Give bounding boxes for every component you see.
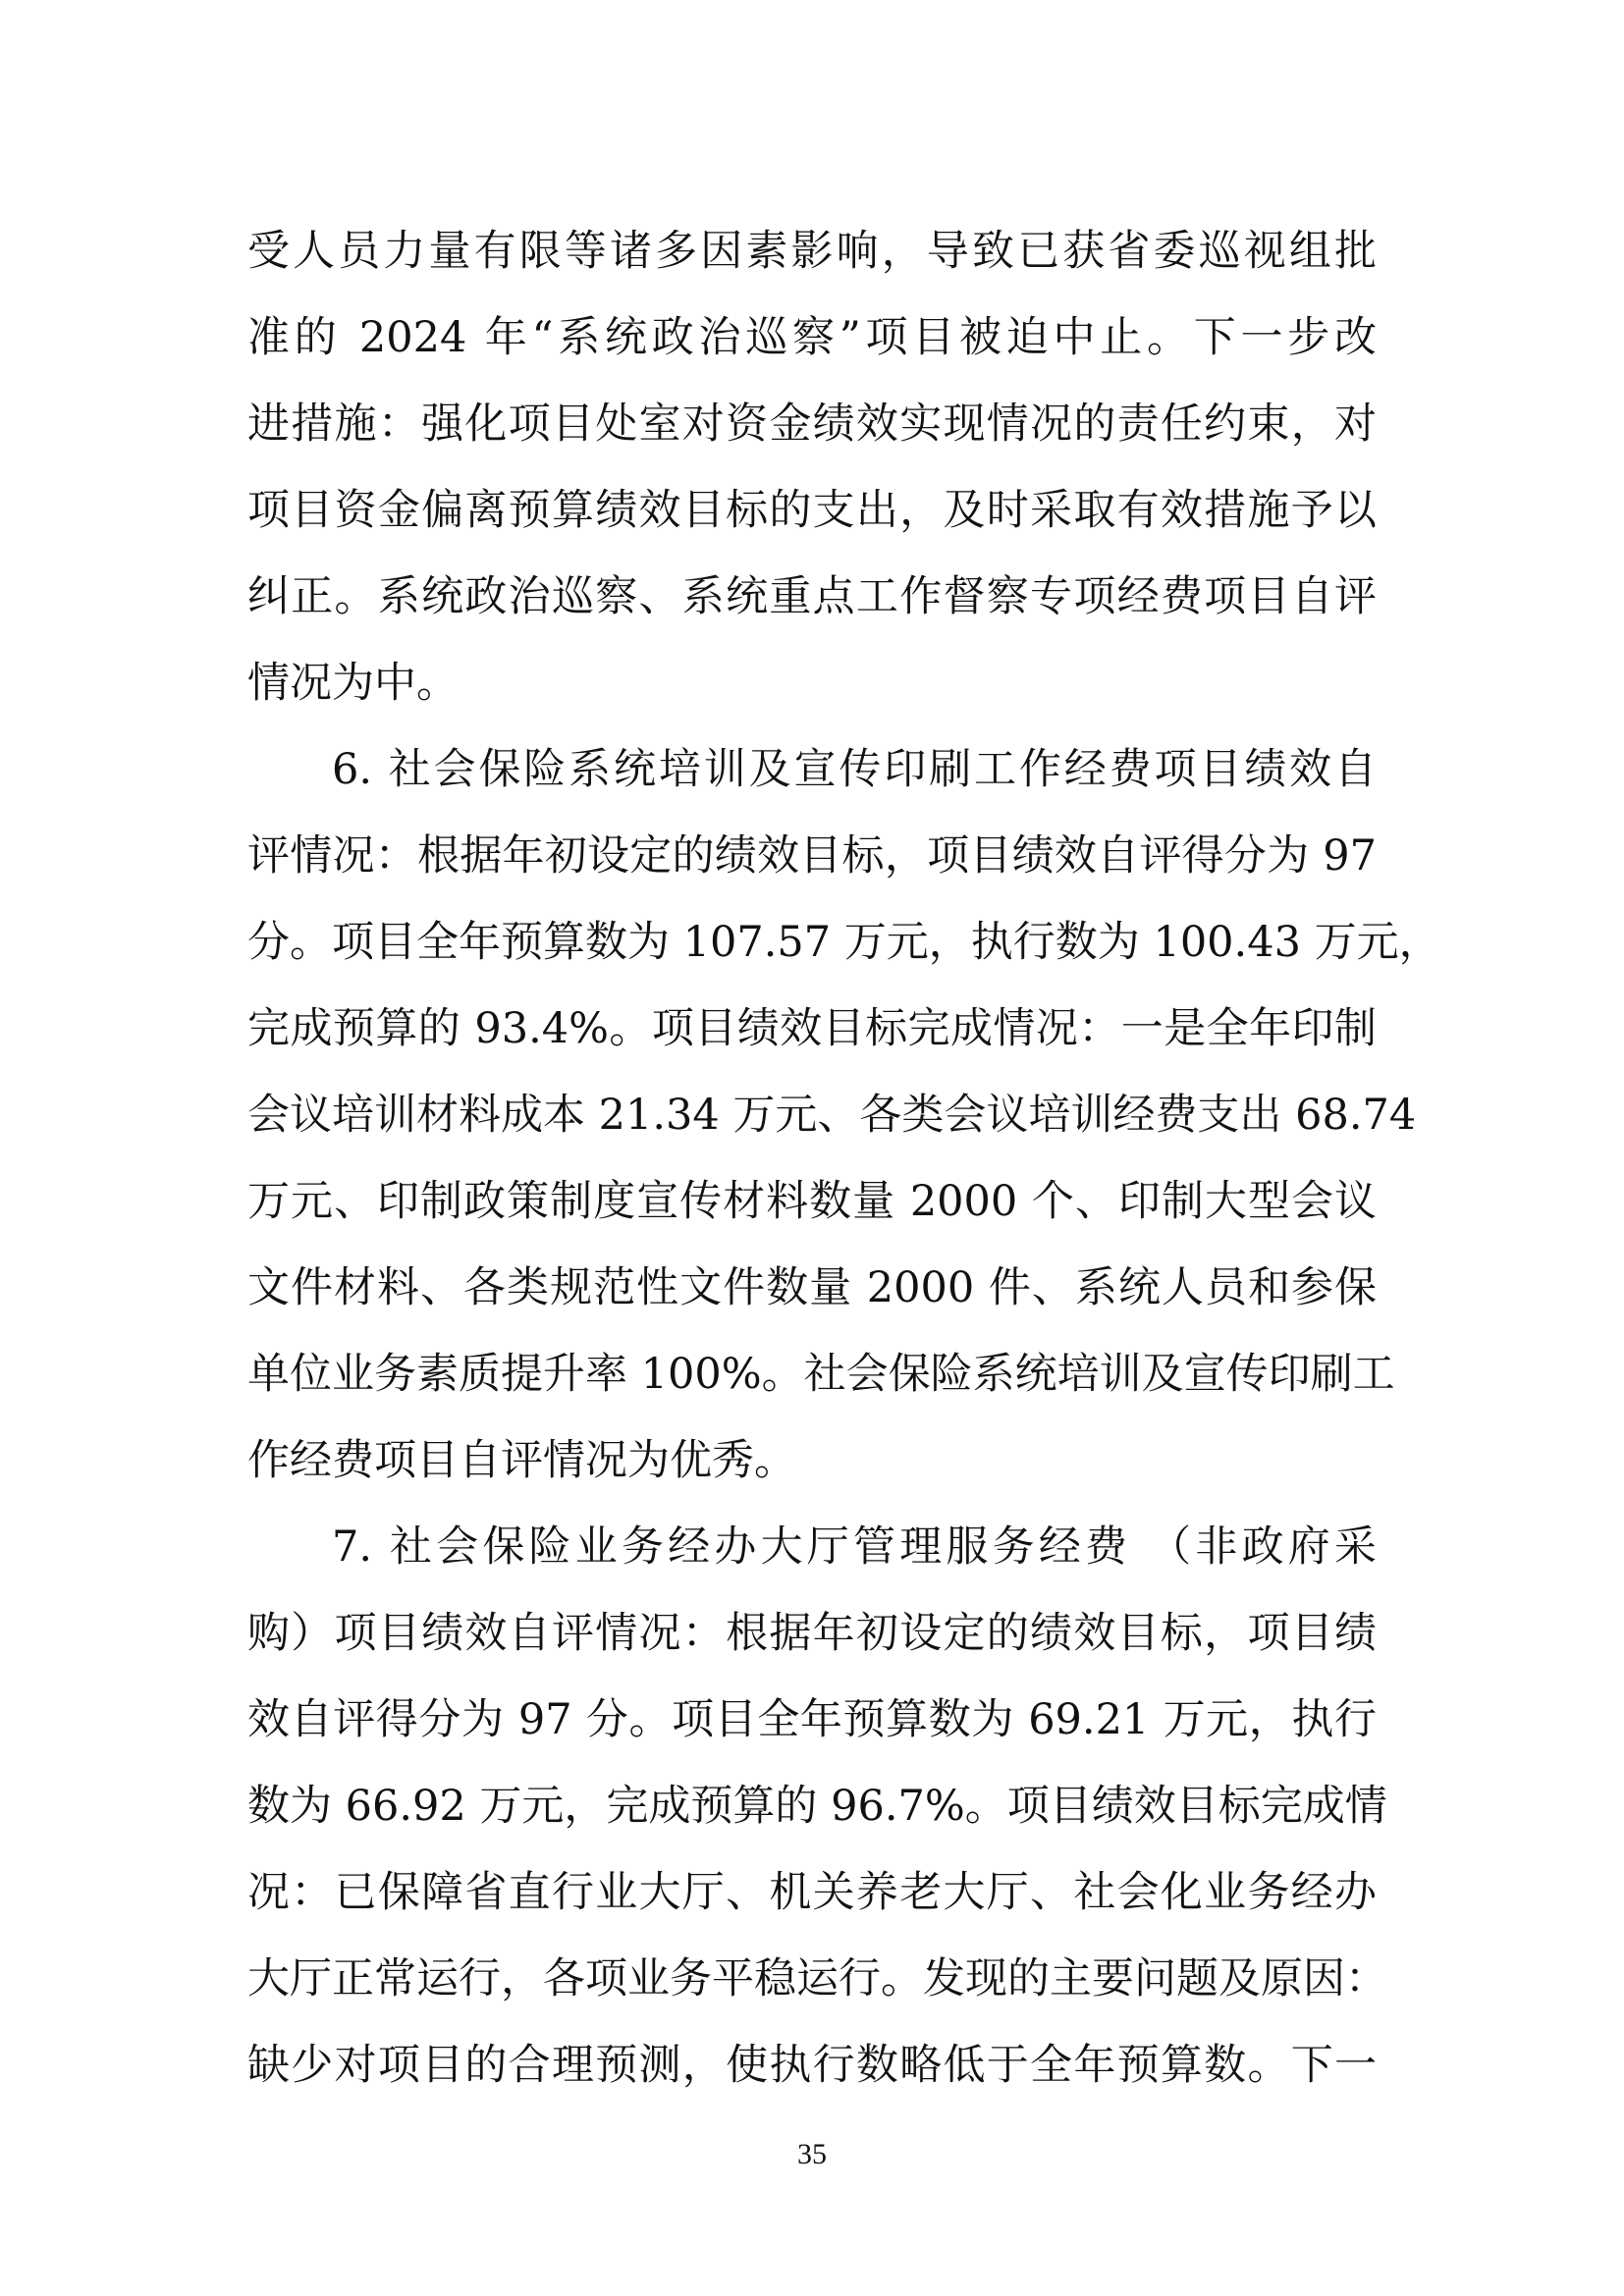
text-line: 评情况：根据年初设定的绩效目标，项目绩效自评得分为 97 (247, 831, 1377, 881)
text-line: 大厅正常运行，各项业务平稳运行。发现的主要问题及原因： (247, 1954, 1387, 2003)
text-line: 情况为中。 (247, 659, 459, 708)
text-line: 购）项目绩效自评情况：根据年初设定的绩效目标，项目绩 (247, 1609, 1377, 1658)
text-line: 数为 66.92 万元，完成预算的 96.7%。项目绩效目标完成情 (247, 1782, 1387, 1831)
text-line: 准的 2024 年“系统政治巡察”项目被迫中止。下一步改 (247, 313, 1377, 362)
text-line: 况：已保障省直行业大厅、机关养老大厅、社会化业务经办 (247, 1868, 1377, 1917)
text-line: 受人员力量有限等诸多因素影响，导致已获省委巡视组批 (247, 227, 1377, 276)
section-6-heading-line: 6. 社会保险系统培训及宣传印刷工作经费项目绩效自 (332, 745, 1377, 794)
text-line: 分。项目全年预算数为 107.57 万元，执行数为 100.43 万元， (247, 918, 1441, 967)
text-line: 文件材料、各类规范性文件数量 2000 件、系统人员和参保 (247, 1263, 1377, 1312)
text-line: 项目资金偏离预算绩效目标的支出，及时采取有效措施予以 (247, 486, 1377, 535)
text-line: 会议培训材料成本 21.34 万元、各类会议培训经费支出 68.74 (247, 1091, 1417, 1140)
body-text (247, 208, 1441, 2109)
text-line: 效自评得分为 97 分。项目全年预算数为 69.21 万元，执行 (247, 1695, 1377, 1744)
text-line: 万元、印制政策制度宣传材料数量 2000 个、印制大型会议 (247, 1177, 1377, 1226)
text-line: 纠正。系统政治巡察、系统重点工作督察专项经费项目自评 (247, 572, 1377, 621)
text-line: 单位业务素质提升率 100%。社会保险系统培训及宣传印刷工 (247, 1350, 1395, 1399)
text-line: 作经费项目自评情况为优秀。 (247, 1436, 796, 1485)
text-line: 完成预算的 93.4%。项目绩效目标完成情况：一是全年印制 (247, 1004, 1377, 1053)
text-line: 进措施：强化项目处室对资金绩效实现情况的责任约束，对 (247, 400, 1377, 449)
text-line: 缺少对项目的合理预测，使执行数略低于全年预算数。下一 (247, 2041, 1377, 2090)
section-7-heading-line: 7. 社会保险业务经办大厅管理服务经费 （非政府采 (332, 1522, 1377, 1572)
page-number: 35 (797, 2138, 827, 2170)
